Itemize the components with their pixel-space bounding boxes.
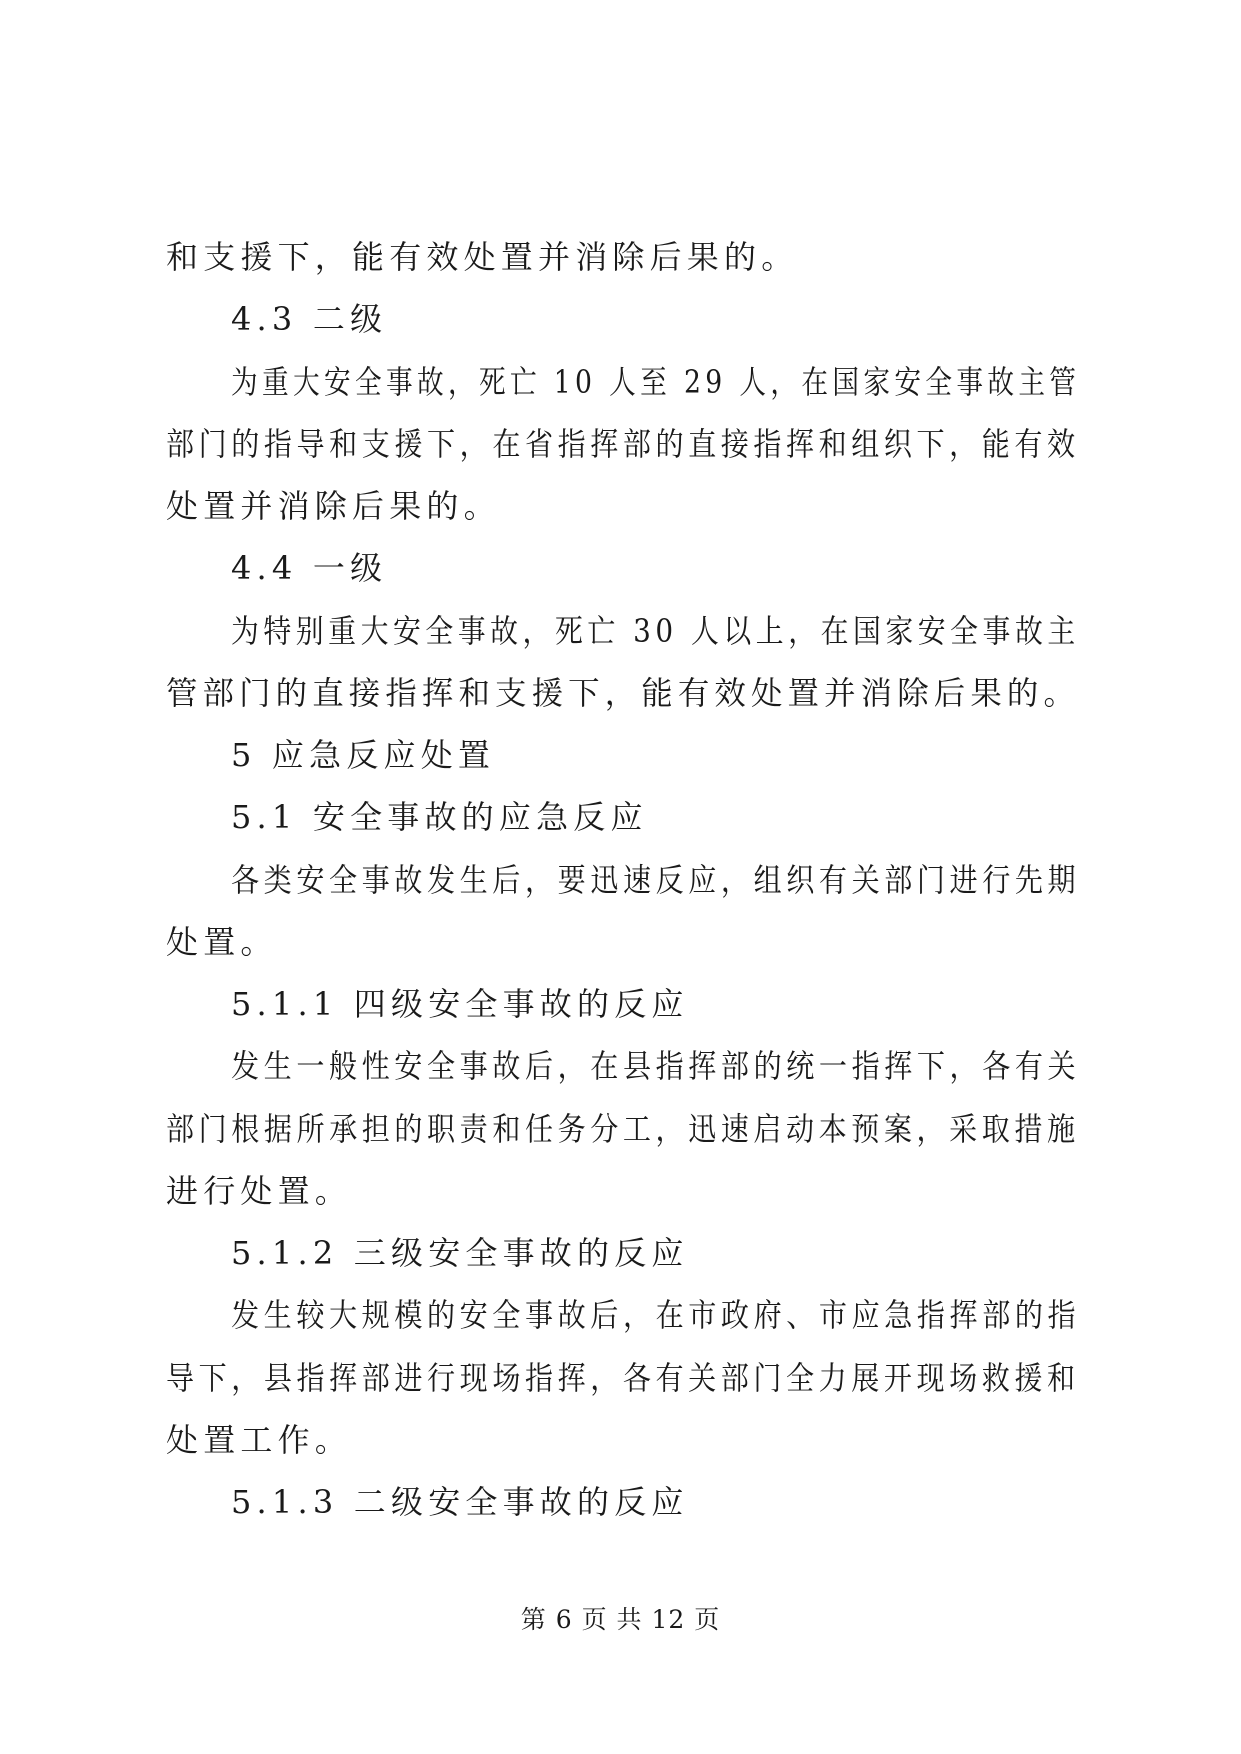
section-heading: 5.1 安全事故的应急反应	[231, 798, 648, 836]
body-text-line: 部门根据所承担的职责和任务分工，迅速启动本预案，采取措施	[166, 1110, 1080, 1148]
body-text-line: 处置并消除后果的。	[166, 487, 501, 525]
body-text-line: 为重大安全事故，死亡 10 人至 29 人，在国家安全事故主管	[231, 363, 1081, 401]
body-text-line: 管部门的直接指挥和支援下，能有效处置并消除后果的。	[166, 674, 1081, 712]
body-text-line: 处置工作。	[166, 1421, 353, 1459]
body-text-line: 导下，县指挥部进行现场指挥，各有关部门全力展开现场救援和	[166, 1359, 1080, 1397]
section-heading: 5.1.2 三级安全事故的反应	[231, 1234, 689, 1272]
body-text-line: 进行处置。	[166, 1172, 353, 1210]
body-text-line: 为特别重大安全事故，死亡 30 人以上，在国家安全事故主	[231, 612, 1080, 650]
section-heading: 4.3 二级	[231, 300, 388, 338]
body-text-line: 处置。	[166, 923, 278, 961]
section-heading: 5.1.1 四级安全事故的反应	[231, 985, 689, 1023]
page-footer: 第 6 页 共 12 页	[520, 1605, 721, 1634]
body-text-line: 和支援下，能有效处置并消除后果的。	[166, 238, 799, 276]
body-text-line: 发生较大规模的安全事故后，在市政府、市应急指挥部的指	[231, 1296, 1081, 1334]
section-heading: 4.4 一级	[231, 549, 388, 587]
body-text-line: 部门的指导和支援下，在省指挥部的直接指挥和组织下，能有效	[166, 425, 1080, 463]
body-text-line: 发生一般性安全事故后，在县指挥部的统一指挥下，各有关	[231, 1047, 1081, 1085]
section-heading: 5 应急反应处置	[231, 736, 496, 774]
section-heading: 5.1.3 二级安全事故的反应	[231, 1483, 689, 1521]
body-text-line: 各类安全事故发生后，要迅速反应，组织有关部门进行先期	[231, 861, 1081, 899]
